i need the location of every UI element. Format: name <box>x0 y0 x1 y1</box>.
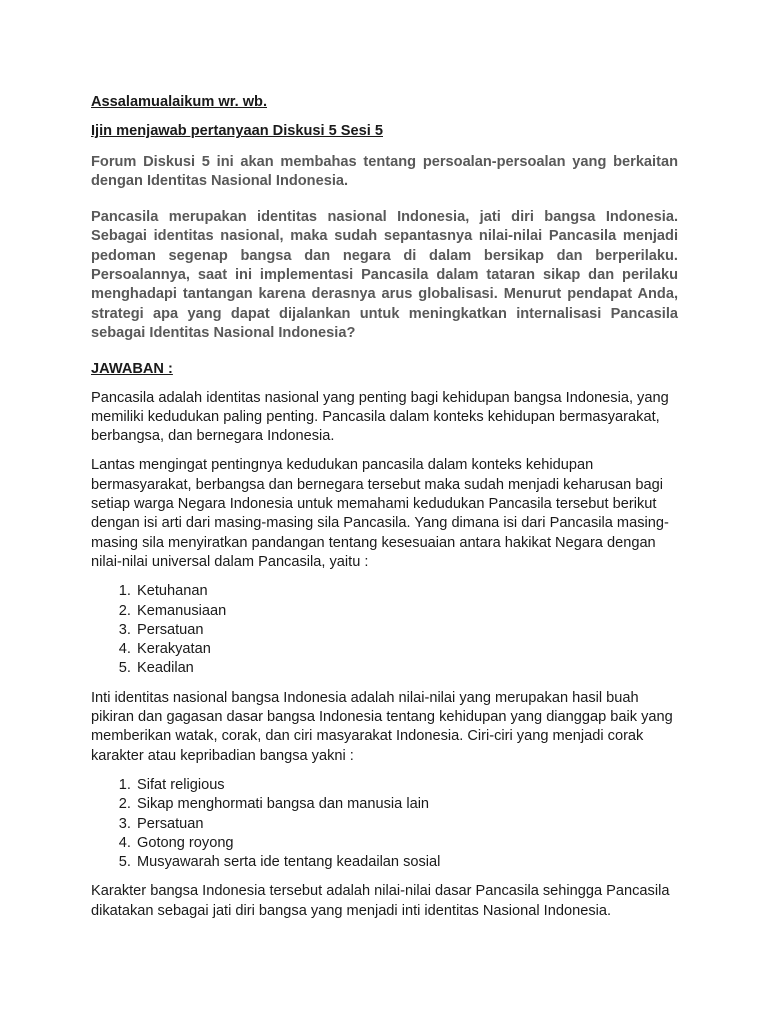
list-item: 5. Musyawarah serta ide tentang keadailan sosial <box>135 853 678 872</box>
list-item: 1. Sifat religious <box>135 776 678 795</box>
intro-heading: Ijin menjawab pertanyaan Diskusi 5 Sesi 5 <box>91 123 383 140</box>
document-page <box>91 93 678 921</box>
list-item: 2. Kemanusiaan <box>135 602 678 621</box>
list-item: 4. Gotong royong <box>135 834 678 853</box>
list-item: 1. Ketuhanan <box>135 582 678 601</box>
answer-paragraph-4: Karakter bangsa Indonesia tersebut adalah nilai-nilai dasar Pancasila sehingga Pancasila dikatakan sebagai jati diri bangsa yang menjadi inti identitas Nasional Indonesia. <box>91 883 670 919</box>
character-list <box>91 776 678 872</box>
list-item: 5. Keadilan <box>135 659 678 678</box>
sila-list <box>91 582 678 678</box>
greeting-heading: Assalamualaikum wr. wb. <box>91 94 268 110</box>
list-item: 2. Sikap menghormati bangsa dan manusia lain <box>135 795 678 814</box>
answer-paragraph-2: Lantas mengingat pentingnya kedudukan pancasila dalam konteks kehidupan bermasyarakat, berbangsa dan bernegara tersebut maka sudah menjadi keharusan bagi setiap warga Negara Indonesia untuk memahami kedudukan Pancasila tersebut berikut dengan isi arti dari masing-masing sila Pancasila. Yang dimana isi dari Pancasila masing-masing sila menyiratkan pandangan tentang kesesuaian antara hakikat Negara dengan nilai-nilai universal dalam Pancasila, yaitu : <box>91 457 669 570</box>
question-body-paragraph: Pancasila merupakan identitas nasional Indonesia, jati diri bangsa Indonesia. Sebagai identitas nasional, maka sudah sepantasnya nilai-nilai Pancasila menjadi pedoman segenap bangsa dan negara di dalam bersikap dan berperilaku. Persoalannya, saat ini implementasi Pancasila dalam tataran sikap dan perilaku menghadapi tantangan karena derasnya arus globalisasi. Menurut pendapat Anda, strategi apa yang dapat dijalankan untuk meningkatkan internalisasi Pancasila sebagai Identitas Nasional Indonesia? <box>91 209 678 341</box>
question-forum-paragraph: Forum Diskusi 5 ini akan membahas tentang persoalan-persoalan yang berkaitan dengan Identitas Nasional Indonesia. <box>91 153 678 189</box>
answer-paragraph-3: Inti identitas nasional bangsa Indonesia adalah nilai-nilai yang merupakan hasil buah pikiran dan gagasan dasar bangsa Indonesia tentang kehidupan yang dianggap baik yang memberikan watak, corak, dan ciri masyarakat Indonesia. Ciri-ciri yang menjadi corak karakter atau kepribadian bangsa yakni : <box>91 689 673 764</box>
answer-paragraph-1: Pancasila adalah identitas nasional yang penting bagi kehidupan bangsa Indonesia, yang memiliki kedudukan paling penting. Pancasila dalam konteks kehidupan bermasyarakat, berbangsa, dan bernegara Indonesia. <box>91 389 669 445</box>
list-item: 4. Kerakyatan <box>135 640 678 659</box>
answer-title: JAWABAN : <box>91 361 173 378</box>
list-item: 3. Persatuan <box>135 815 678 834</box>
list-item: 3. Persatuan <box>135 621 678 640</box>
